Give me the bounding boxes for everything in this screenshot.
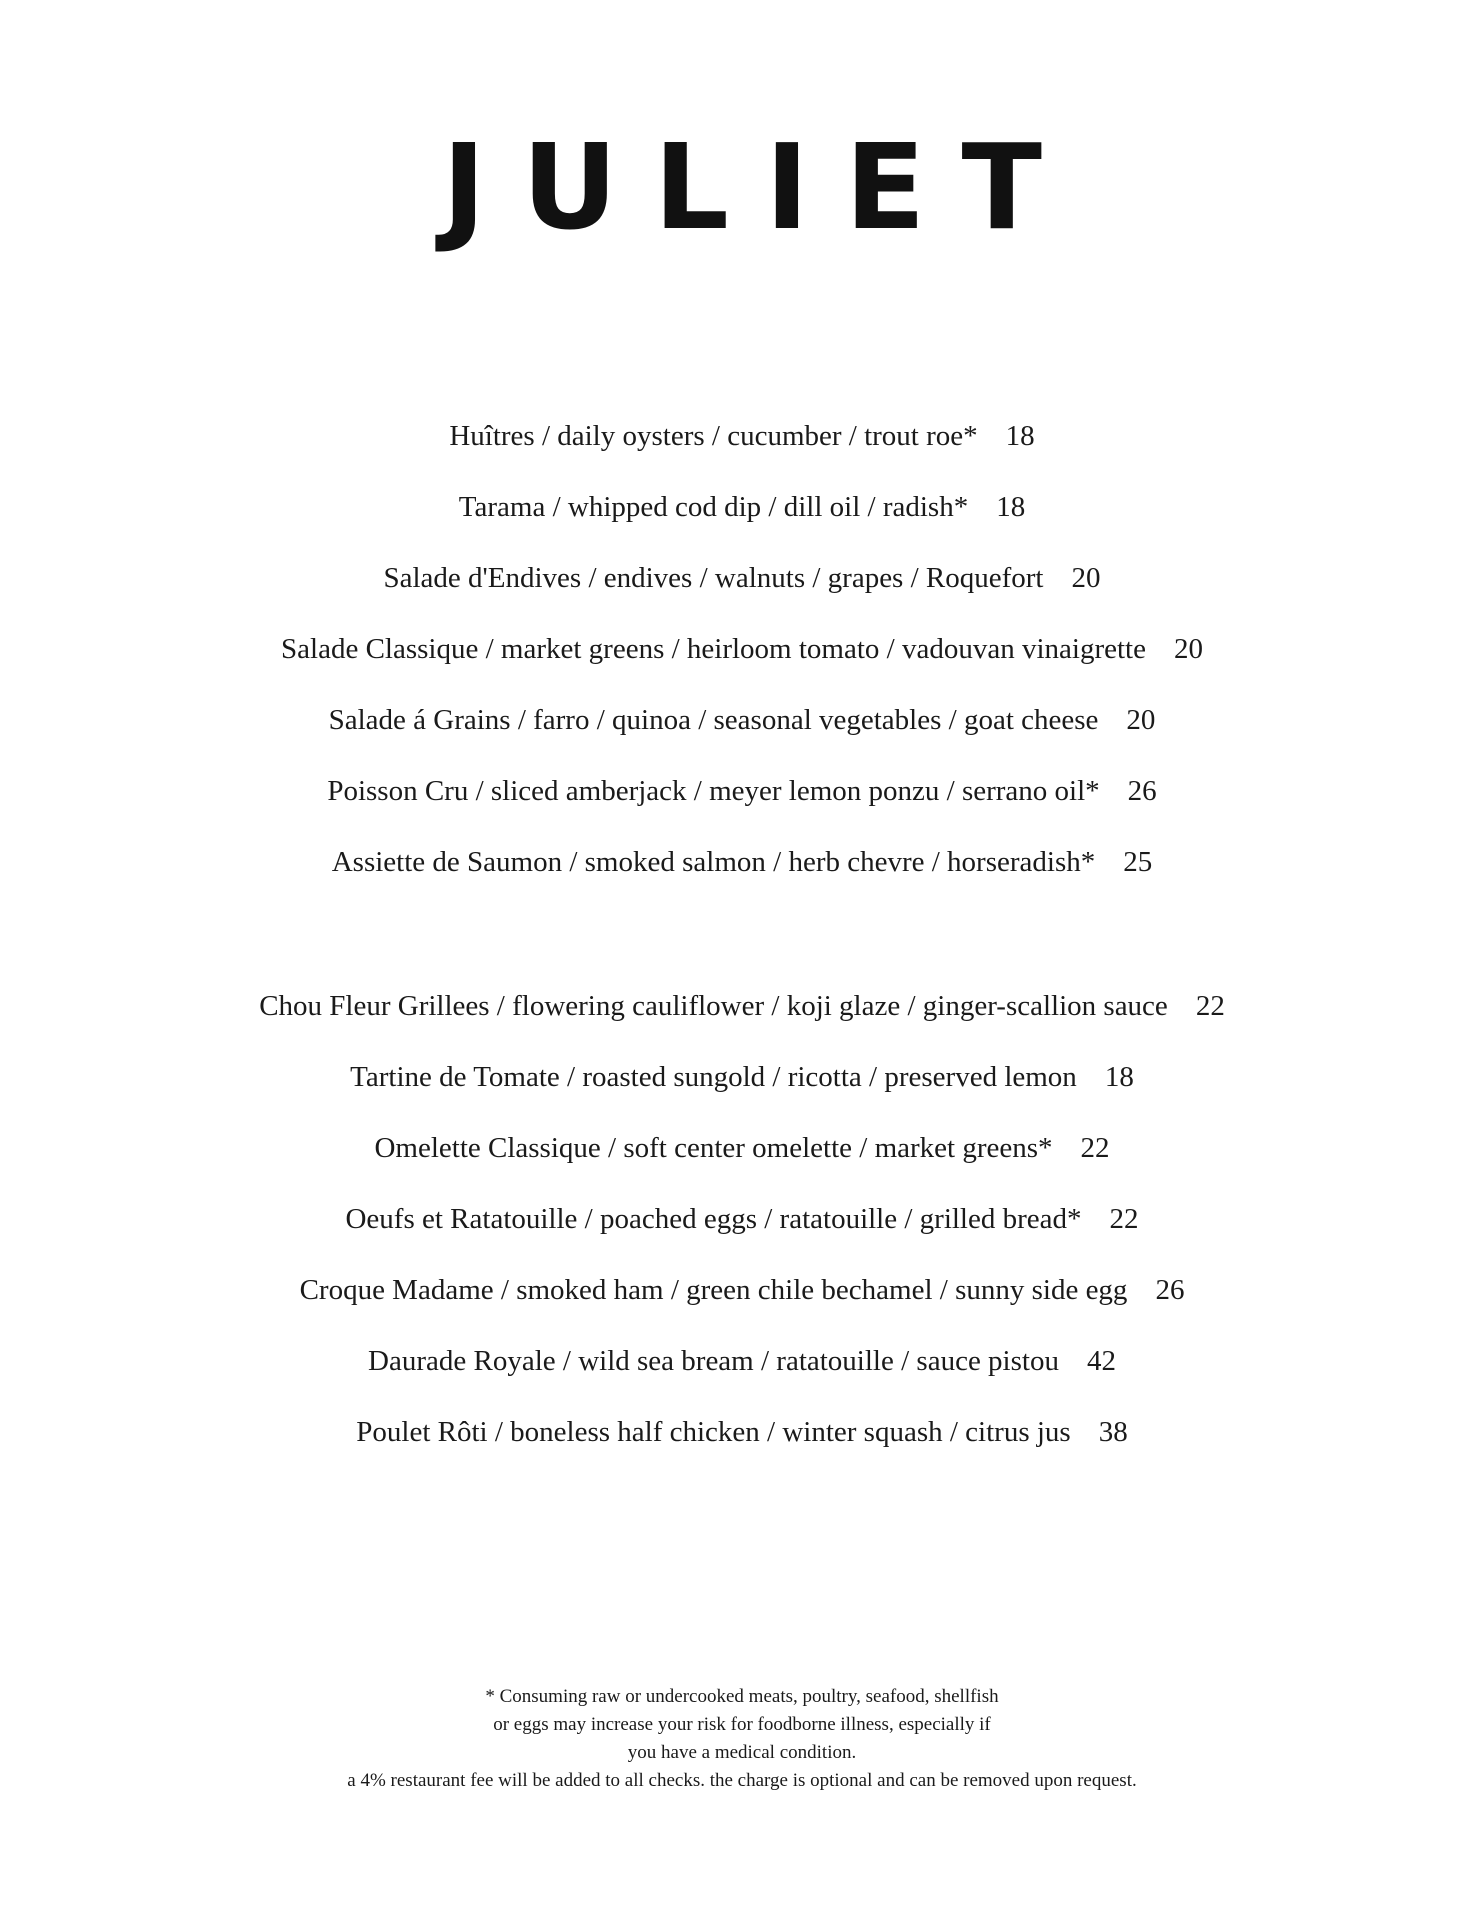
- dish-description: Salade á Grains / farro / quinoa / seasonal vegetables / goat cheese: [328, 704, 1099, 736]
- footer-disclaimer: [0, 1683, 1484, 1795]
- dish-price: 18: [996, 491, 1026, 523]
- dish-price: 18: [1005, 420, 1035, 452]
- dish-description: Huîtres / daily oysters / cucumber / trout roe*: [449, 420, 978, 452]
- dish-price: 38: [1098, 1416, 1128, 1448]
- dish-description: Chou Fleur Grillees / flowering cauliflower / koji glaze / ginger-scallion sauce: [259, 990, 1168, 1022]
- disclaimer-line: or eggs may increase your risk for foodborne illness, especially if: [493, 1714, 991, 1735]
- dish-price: 22: [1109, 1203, 1139, 1235]
- disclaimer-line: you have a medical condition.: [627, 1742, 857, 1763]
- dish-description: Croque Madame / smoked ham / green chile bechamel / sunny side egg: [299, 1274, 1128, 1306]
- dish-price: 20: [1173, 633, 1203, 665]
- menu-item: [0, 622, 1484, 693]
- dish-price: 26: [1155, 1274, 1185, 1306]
- menu-item: [0, 409, 1484, 480]
- menu-item: [0, 1050, 1484, 1121]
- dish-description: Tarama / whipped cod dip / dill oil / radish*: [458, 491, 969, 523]
- dish-description: Salade d'Endives / endives / walnuts / grapes / Roquefort: [383, 562, 1044, 594]
- dish-description: Salade Classique / market greens / heirloom tomato / vadouvan vinaigrette: [281, 633, 1146, 665]
- menu-item: [0, 693, 1484, 764]
- dish-price: 25: [1123, 846, 1153, 878]
- menu-item: [0, 480, 1484, 551]
- dish-price: 20: [1071, 562, 1101, 594]
- menu-item: [0, 1192, 1484, 1263]
- menu-item: [0, 1263, 1484, 1334]
- dish-price: 22: [1195, 990, 1225, 1022]
- menu-item: [0, 835, 1484, 906]
- dish-description: Tartine de Tomate / roasted sungold / ricotta / preserved lemon: [350, 1061, 1077, 1093]
- dish-price: 20: [1126, 704, 1156, 736]
- dish-price: 42: [1086, 1345, 1116, 1377]
- dish-price: 18: [1104, 1061, 1134, 1093]
- dish-price: 22: [1080, 1132, 1110, 1164]
- dish-description: Assiette de Saumon / smoked salmon / herb chevre / horseradish*: [331, 846, 1096, 878]
- menu-item: [0, 551, 1484, 622]
- menu-item: [0, 1334, 1484, 1405]
- dish-price: 26: [1127, 775, 1157, 807]
- dish-description: Poulet Rôti / boneless half chicken / winter squash / citrus jus: [356, 1416, 1071, 1448]
- disclaimer-line: * Consuming raw or undercooked meats, poultry, seafood, shellfish: [485, 1686, 999, 1707]
- menu-section-starters: [0, 409, 1484, 906]
- restaurant-fee-note: a 4% restaurant fee will be added to all checks. the charge is optional and can be removed upon request.: [347, 1770, 1137, 1791]
- menu-section-mains: [0, 979, 1484, 1476]
- dish-description: Daurade Royale / wild sea bream / ratatouille / sauce pistou: [368, 1345, 1059, 1377]
- menu-item: [0, 979, 1484, 1050]
- menu-item: [0, 1121, 1484, 1192]
- restaurant-logo: JULIET: [442, 118, 1078, 256]
- dish-description: Poisson Cru / sliced amberjack / meyer lemon ponzu / serrano oil*: [327, 775, 1100, 807]
- dish-description: Oeufs et Ratatouille / poached eggs / ratatouille / grilled bread*: [345, 1203, 1082, 1235]
- menu-item: [0, 764, 1484, 835]
- dish-description: Omelette Classique / soft center omelette / market greens*: [374, 1132, 1053, 1164]
- menu-item: [0, 1405, 1484, 1476]
